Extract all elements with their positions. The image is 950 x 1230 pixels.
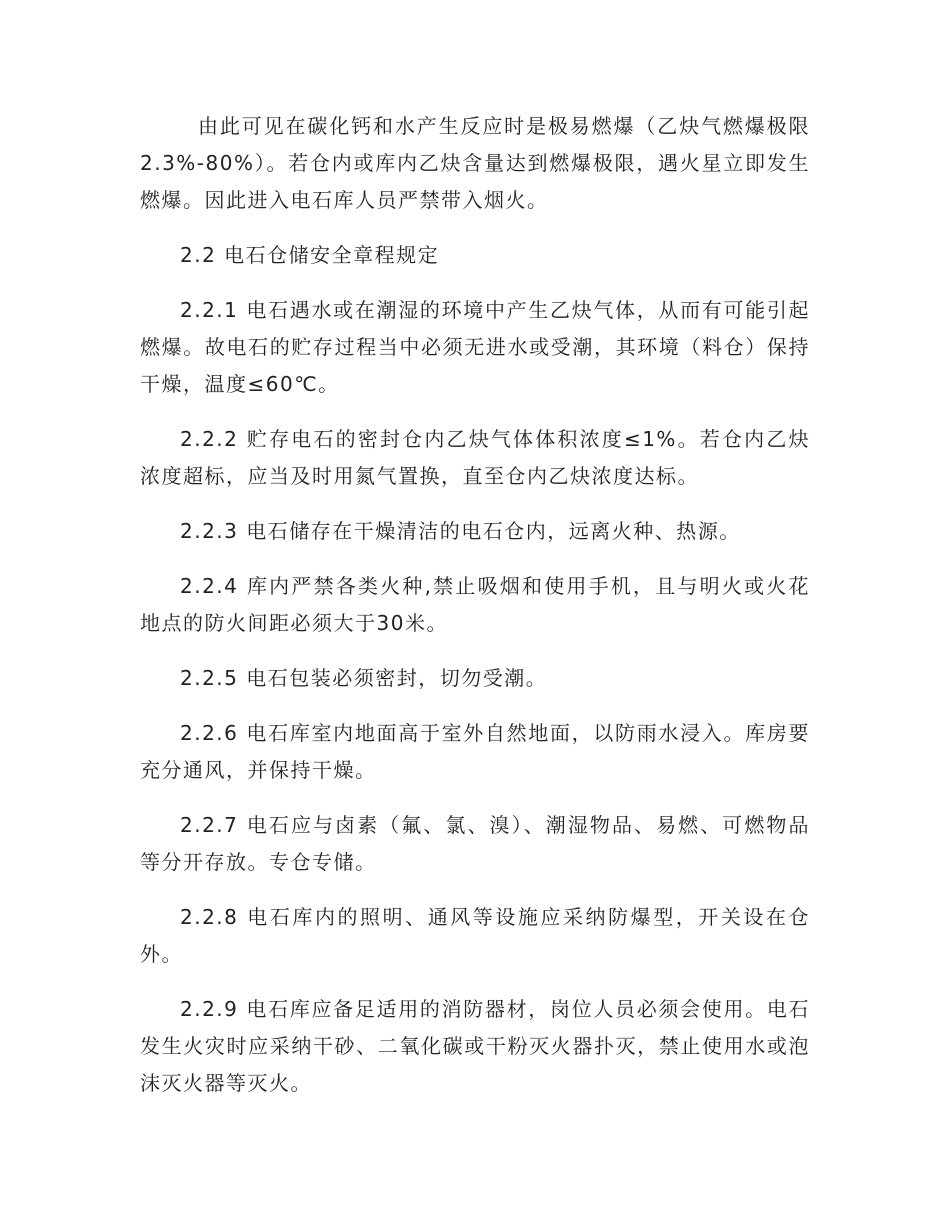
paragraph-2-2-4: 2.2.4 库内严禁各类火种,禁止吸烟和使用手机，且与明火或火花地点的防火间距必须大于30米。	[140, 574, 810, 635]
paragraph-2-2-6: 2.2.6 电石库室内地面高于室外自然地面，以防雨水浸入。库房要充分通风，并保持干燥。	[140, 721, 810, 782]
paragraph-2-2-1: 2.2.1 电石遇水或在潮湿的环境中产生乙炔气体，从而有可能引起燃爆。故电石的贮存过程当中必须无进水或受潮，其环境（料仓）保持干燥，温度≤60℃。	[140, 298, 810, 396]
document-body	[140, 108, 810, 1120]
paragraph-intro: 由此可见在碳化钙和水产生反应时是极易燃爆（乙炔气燃爆极限2.3%-80%）。若仓内或库内乙炔含量达到燃爆极限，遇火星立即发生燃爆。因此进入电石库人员严禁带入烟火。	[140, 114, 810, 212]
paragraph-2-2-5: 2.2.5 电石包装必须密封，切勿受潮。	[180, 666, 548, 690]
section-heading-2-2: 2.2 电石仓储安全章程规定	[180, 243, 440, 267]
paragraph-2-2-7: 2.2.7 电石应与卤素（氟、氯、溴）、潮湿物品、易燃、可燃物品等分开存放。专仓专储。	[140, 813, 810, 874]
paragraph-2-2-3: 2.2.3 电石储存在干燥清洁的电石仓内，远离火种、热源。	[180, 519, 741, 543]
paragraph-2-2-9: 2.2.9 电石库应备足适用的消防器材，岗位人员必须会使用。电石发生火灾时应采纳干砂、二氧化碳或干粉灭火器扑灭，禁止使用水或泡沫灭火器等灭火。	[140, 997, 810, 1095]
paragraph-2-2-8: 2.2.8 电石库内的照明、通风等设施应采纳防爆型，开关设在仓外。	[140, 905, 810, 966]
paragraph-2-2-2: 2.2.2 贮存电石的密封仓内乙炔气体体积浓度≤1%。若仓内乙炔浓度超标，应当及时用氮气置换，直至仓内乙炔浓度达标。	[140, 427, 810, 488]
